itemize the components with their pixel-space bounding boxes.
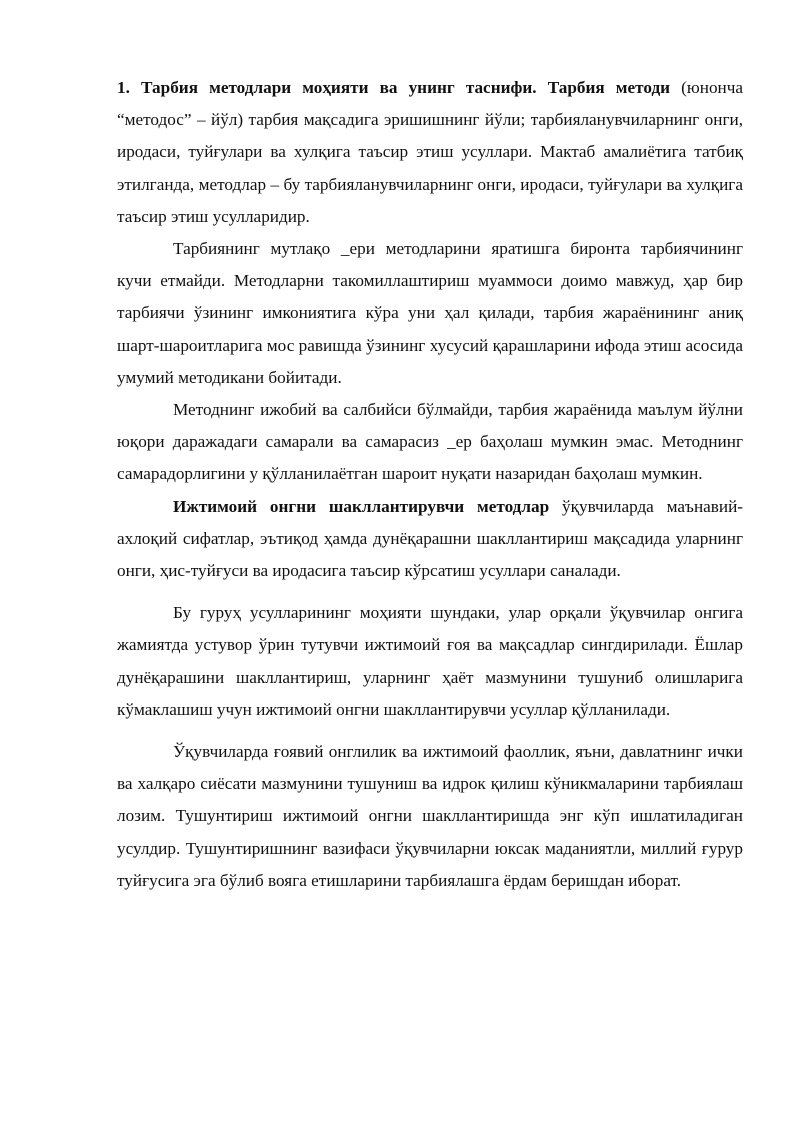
paragraph-text: Тарбиянинг мутлақо _ери методларини яратишга биронта тарбиячининг кучи етмайди. Методларни такомиллаштириш муаммоси доимо мавжуд, ҳар бир тарбиячи ўзининг имкониятига кўра уни ҳал қилади, тарбия жараёнининг аниқ шарт-шароитларига мос равишда ўзининг хусусий қарашларини ифода этиш асосида умумий методикани бойитади. [117,239,743,387]
paragraph-5 [117,597,743,726]
term-heading: Ижтимоий онгни шакллантирувчи методлар [173,496,550,516]
paragraph-text: Ўқувчиларда ғоявий онглилик ва ижтимоий фаоллик, яъни, давлатнинг ички ва халқаро сиёсати мазмунини тушуниш ва идрок қилиш кўникмаларини тарбиялаш лозим. Тушунтириш ижтимоий онгни шакллантиришда энг кўп ишлатиладиган усулдир. Тушунтиришнинг вазифаси ўқувчиларни юксак маданиятли, миллий ғурур туйғусига эга бўлиб вояга етишларини тарбиялашга ёрдам беришдан иборат. [117,742,743,890]
section-heading: 1. Тарбия методлари моҳияти ва унинг таснифи. Тарбия методи [117,78,671,97]
paragraph-text: Бу гуруҳ усулларининг моҳияти шундаки, улар орқали ўқувчилар онгига жамиятда устувор ўрин тутувчи ижтимоий ғоя ва мақсадлар сингдирилади. Ёшлар дунёқарашини шакллантириш, уларнинг ҳаёт мазмунини тушуниб олишларига кўмаклашиш учун ижтимоий онгни шакллантирувчи усуллар қўлланилади. [117,603,743,719]
document-body [117,72,743,897]
paragraph-text: ўқувчиларда маънавий-ахлоқий сифатлар, эътиқод ҳамда дунёқарашни шакллантириш мақсадида уларнинг онги, ҳис-туйғуси ва иродасига таъсир кўрсатиш усуллари саналади. [117,496,744,581]
paragraph-text: Методнинг ижобий ва салбийси бўлмайди, тарбия жараёнида маълум йўлни юқори даражадаги самарали ва самарасиз _ер баҳолаш мумкин эмас. Методнинг самарадорлигини у қўлланилаётган шароит нуқати назаридан баҳолаш мумкин. [117,400,743,484]
paragraph-3 [117,394,743,491]
paragraph-6 [117,736,743,897]
paragraph-4 [117,491,743,588]
paragraph-text: (юнонча “методос” – йўл) тарбия мақсадига эришишнинг йўли; тарбияланувчиларнинг онги, иродаси, туйғулари ва хулқига таъсир этиш усуллари. Мактаб амалиётига татбиқ этилганда, методлар – бу тарбияланувчиларнинг онги, иродаси, туйғулари ва хулқига таъсир этиш усулларидир. [117,78,744,226]
paragraph-2 [117,233,743,394]
paragraph-1 [117,72,743,233]
